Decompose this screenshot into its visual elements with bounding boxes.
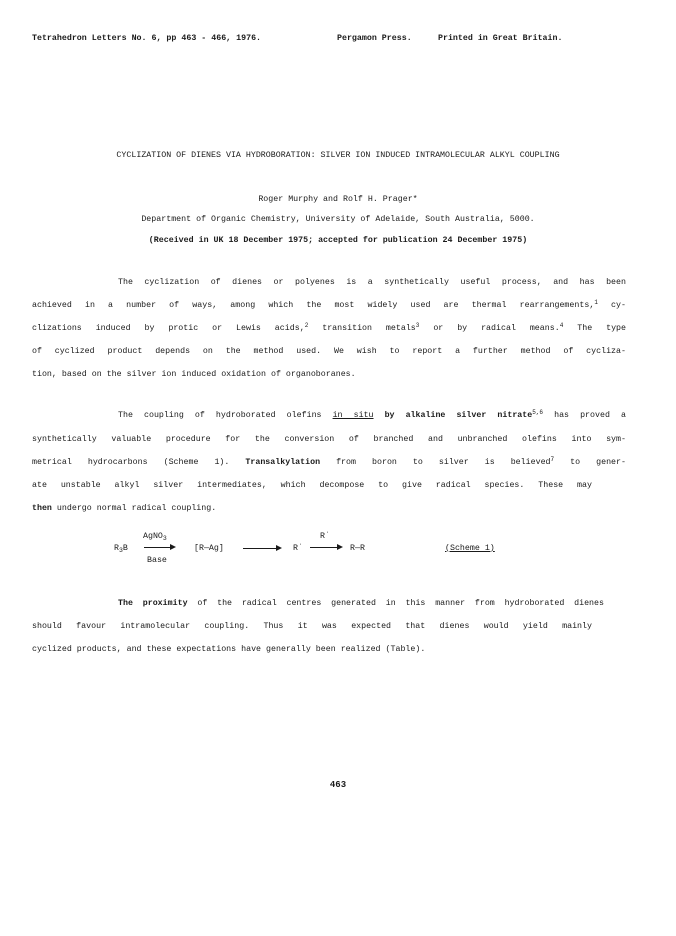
para2-line1: The coupling of hydroborated olefins in situ by alkaline silver nitrate$^{5,6}$ has proved a — [118, 409, 626, 420]
ref-3: 3 — [415, 322, 420, 329]
para1-line1: The cyclization of dienes or polyenes is a synthetically useful process, and has been — [118, 278, 626, 287]
reagent-base: Base — [147, 556, 167, 565]
para2-line2: synthetically valuable procedure for the conversion of branched and unbranched olefins into sym- — [32, 435, 626, 444]
authors: Roger Murphy and Rolf H. Prager* — [258, 195, 418, 204]
para2-line4: ate unstable alkyl silver intermediates, which decompose to give radical species. These may — [32, 481, 592, 490]
para3-line1: The proximity of the radical centres generated in this manner from hydroborated dienes — [118, 599, 604, 608]
ref-1: 1 — [594, 299, 598, 306]
para3-line3: cyclized products, and these expectations have generally been realized (Table). — [32, 645, 426, 654]
alkylsilver-intermediate: [R—Ag] — [194, 544, 224, 553]
radical-reagent: R˙ — [320, 532, 330, 541]
arrow-3-shaft — [310, 547, 338, 548]
trialkylborane: $R_3B$ — [114, 544, 128, 554]
article-title: CYCLIZATION OF DIENES VIA HYDROBORATION: SILVER ION INDUCED INTRAMOLECULAR ALKYL COUPLING — [116, 151, 560, 160]
arrow-1-head — [170, 544, 176, 550]
received-dates: (Received in UK 18 December 1975; accepted for publication 24 December 1975) — [148, 236, 528, 245]
reagent-silver-nitrate: AgNO$_3$ — [143, 532, 167, 542]
para2-line3: metrical hydrocarbons (Scheme 1). Transalkylation from boron to silver is believed$^7$ to gener- — [32, 456, 626, 467]
para1-line3: clizations induced by protic or Lewis acids,$^2$ transition metals$^3$ or by radical means.$^4$ The type — [32, 322, 627, 333]
para1-line2: achieved in a number of ways, among which the most widely used are thermal rearrangements,$^1$ cy- — [32, 299, 626, 310]
ref-7: 7 — [550, 456, 555, 463]
alkyl-radical: R˙ — [293, 544, 303, 553]
journal-citation: Tetrahedron Letters No. 6, pp 463 - 466, 1976. — [32, 34, 262, 43]
ref-4: 4 — [559, 322, 564, 329]
arrow-1-shaft — [144, 547, 172, 548]
para3-line2: should favour intramolecular coupling. Thus it was expected that dienes would yield mainly — [32, 622, 592, 631]
arrow-2-head — [276, 545, 282, 551]
ref-2: 2 — [304, 322, 309, 329]
ref-5-6: 5,6 — [532, 409, 544, 416]
affiliation: Department of Organic Chemistry, University of Adelaide, South Australia, 5000. — [141, 215, 535, 224]
para1-line4: of cyclized product depends on the method used. We wish to report a further method of cycliza- — [32, 347, 626, 356]
printed-in: Printed in Great Britain. — [438, 34, 563, 43]
para1-line5: tion, based on the silver ion induced oxidation of organoboranes. — [32, 370, 356, 379]
arrow-3-head — [337, 544, 343, 550]
scheme-label: (Scheme 1) — [445, 544, 495, 553]
page-number: 463 — [329, 780, 347, 790]
coupled-product: R—R — [350, 544, 365, 553]
arrow-2-shaft — [243, 548, 277, 549]
para2-line5: then undergo normal radical coupling. — [32, 504, 217, 513]
publisher: Pergamon Press. — [337, 34, 412, 43]
